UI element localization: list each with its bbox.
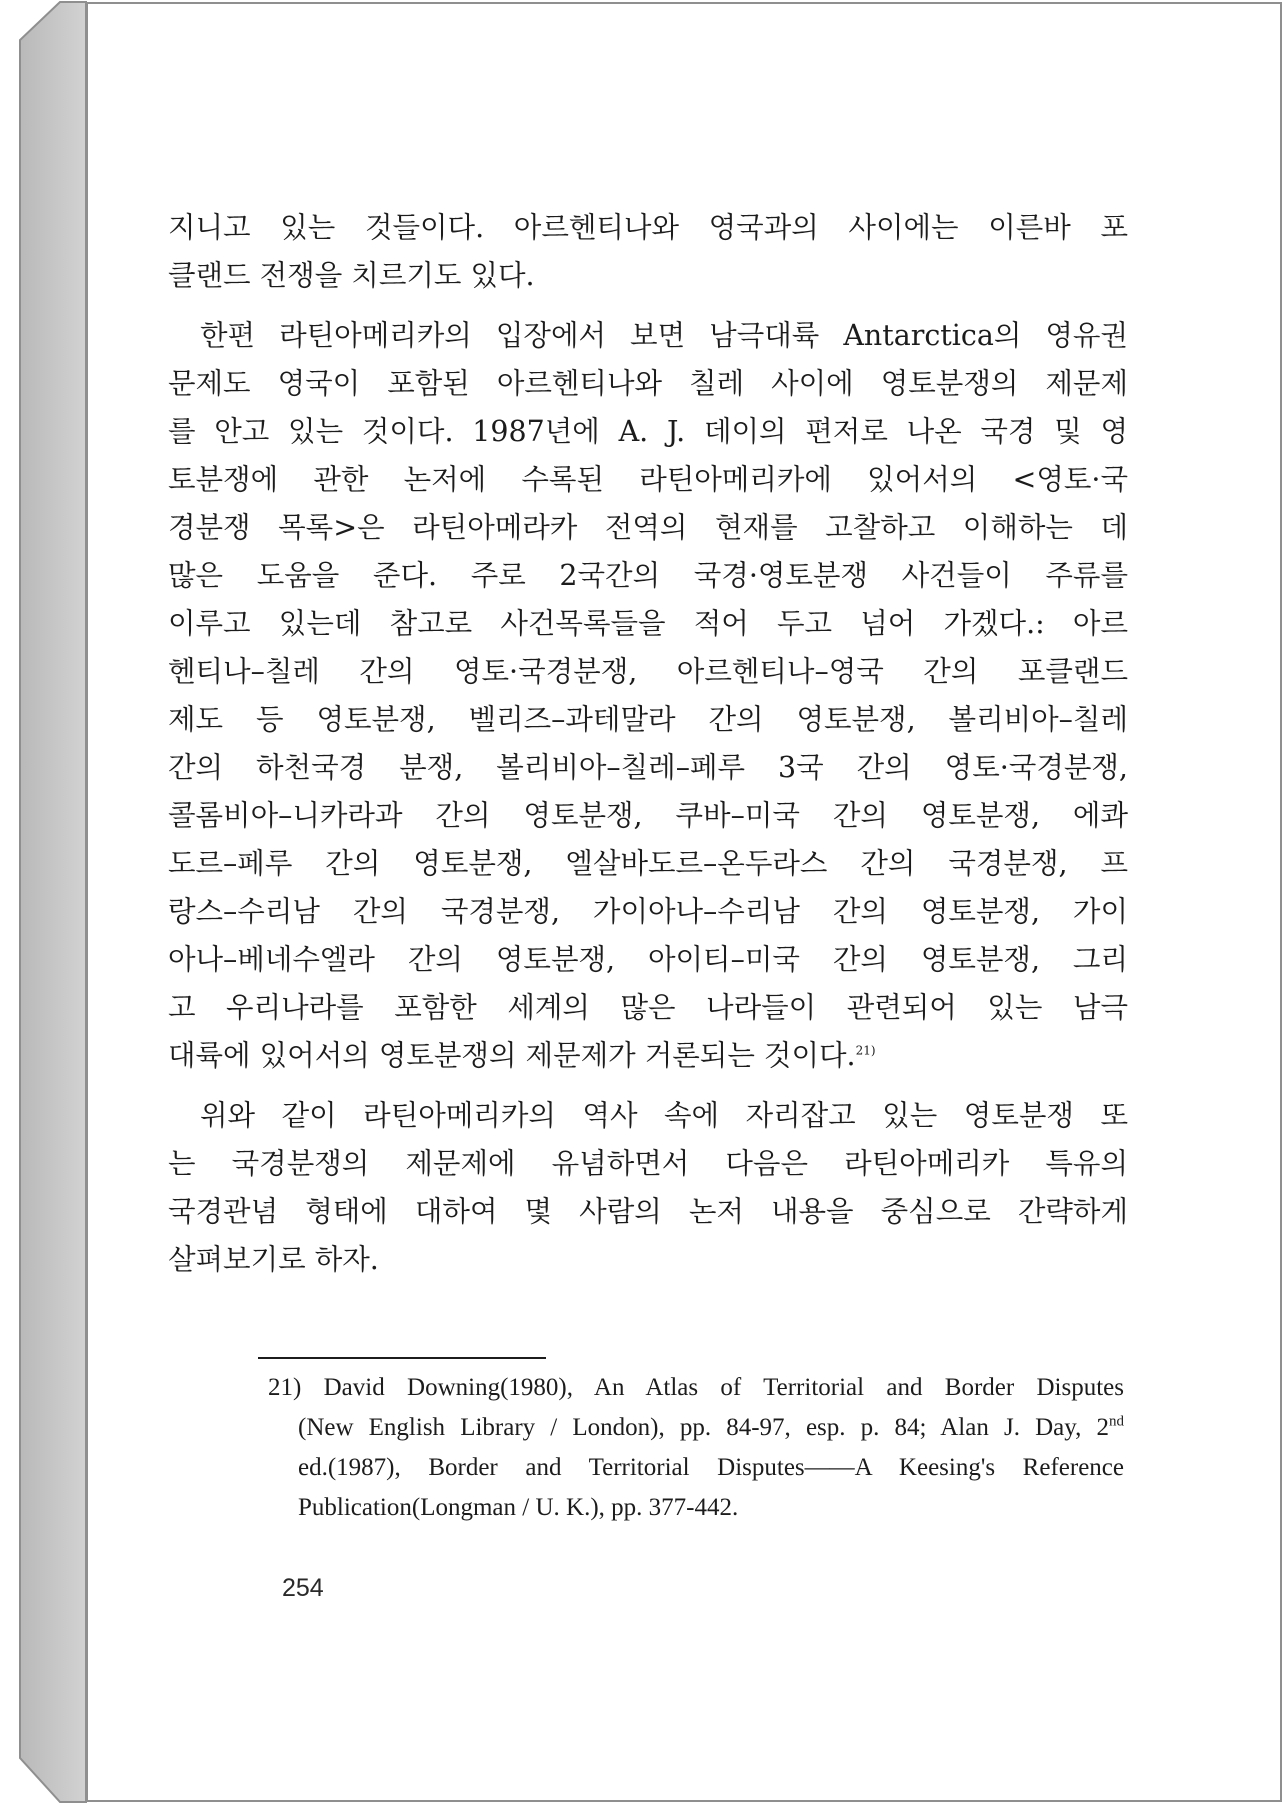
footnote-line: 21) David Downing(1980), An Atlas of Territorial and Border Disputes bbox=[268, 1374, 1124, 1401]
text-line: 아나–베네수엘라 간의 영토분쟁, 아이티–미국 간의 영토분쟁, 그리 bbox=[168, 943, 1128, 976]
text-line: 토분쟁에 관한 논저에 수록된 라틴아메리카에 있어서의 <영토·국 bbox=[168, 463, 1128, 496]
text-line-content: 대륙에 있어서의 영토분쟁의 제문제가 거론되는 것이다. bbox=[168, 1039, 856, 1072]
text-line: 헨티나–칠레 간의 영토·국경분쟁, 아르헨티나–영국 간의 포클랜드 bbox=[168, 655, 1128, 688]
text-line: 많은 도움을 준다. 주로 2국간의 국경·영토분쟁 사건들이 주류를 bbox=[168, 559, 1128, 592]
footnote-reference: 21) bbox=[855, 1043, 876, 1058]
text-line: 클랜드 전쟁을 치르기도 있다. bbox=[168, 259, 535, 292]
text-line: 제도 등 영토분쟁, 벨리즈–과테말라 간의 영토분쟁, 볼리비아–칠레 bbox=[168, 703, 1128, 736]
text-line: 한편 라틴아메리카의 입장에서 보면 남극대륙 Antarctica의 영유권 bbox=[200, 319, 1128, 352]
text-line-with-footnote-ref bbox=[168, 1032, 1128, 1080]
footnote-line bbox=[268, 1408, 1124, 1448]
ordinal-suffix: nd bbox=[1109, 1413, 1124, 1430]
footnote-divider bbox=[258, 1357, 546, 1359]
text-line: 지니고 있는 것들이다. 아르헨티나와 영국과의 사이에는 이른바 포 bbox=[168, 211, 1128, 244]
text-line: 문제도 영국이 포함된 아르헨티나와 칠레 사이에 영토분쟁의 제문제 bbox=[168, 367, 1128, 400]
text-line: 랑스–수리남 간의 국경분쟁, 가이아나–수리남 간의 영토분쟁, 가이 bbox=[168, 895, 1128, 928]
page-number: 254 bbox=[282, 1574, 324, 1602]
text-line: 콜롬비아–니카라과 간의 영토분쟁, 쿠바–미국 간의 영토분쟁, 에콰 bbox=[168, 799, 1128, 832]
footnote-line: ed.(1987), Border and Territorial Disputes——A Keesing's Reference bbox=[298, 1454, 1124, 1481]
page-edge-shape bbox=[0, 0, 90, 1806]
text-line: 경분쟁 목록>은 라틴아메라카 전역의 현재를 고찰하고 이해하는 데 bbox=[168, 511, 1128, 544]
text-line: 를 안고 있는 것이다. 1987년에 A. J. 데이의 편저로 나온 국경 및 영 bbox=[168, 415, 1128, 448]
footnote-line-text: (New English Library / London), pp. 84-97, esp. p. 84; Alan J. Day, 2 bbox=[298, 1414, 1109, 1441]
text-line: 는 국경분쟁의 제문제에 유념하면서 다음은 라틴아메리카 특유의 bbox=[168, 1147, 1128, 1180]
text-line: 위와 같이 라틴아메리카의 역사 속에 자리잡고 있는 영토분쟁 또 bbox=[200, 1099, 1128, 1132]
footnote-line: Publication(Longman / U. K.), pp. 377-442. bbox=[298, 1494, 739, 1521]
body-text bbox=[168, 204, 1128, 1284]
text-line: 고 우리나라를 포함한 세계의 많은 나라들이 관련되어 있는 남극 bbox=[168, 991, 1128, 1024]
text-line: 간의 하천국경 분쟁, 볼리비아–칠레–페루 3국 간의 영토·국경분쟁, bbox=[168, 751, 1128, 784]
text-line: 살펴보기로 하자. bbox=[168, 1243, 379, 1276]
text-line: 도르–페루 간의 영토분쟁, 엘살바도르–온두라스 간의 국경분쟁, 프 bbox=[168, 847, 1128, 880]
text-line: 국경관념 형태에 대하여 몇 사람의 논저 내용을 중심으로 간략하게 bbox=[168, 1195, 1128, 1228]
book-page-edge bbox=[0, 0, 90, 1806]
text-line: 이루고 있는데 참고로 사건목록들을 적어 두고 넘어 가겠다.: 아르 bbox=[168, 607, 1128, 640]
footnote-21 bbox=[268, 1368, 1124, 1528]
